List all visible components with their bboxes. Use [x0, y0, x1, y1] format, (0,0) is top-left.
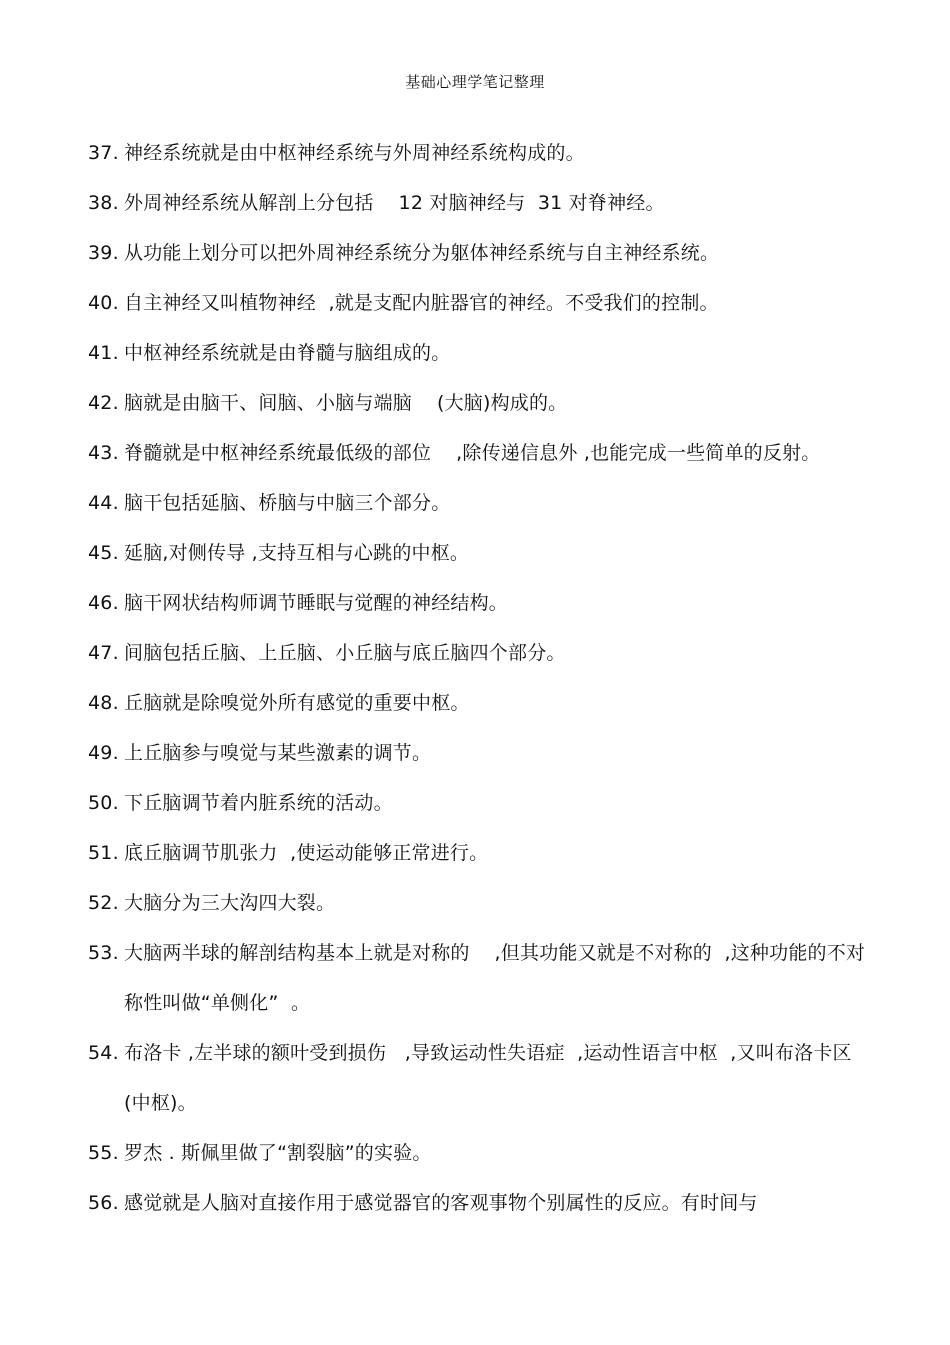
item-text: 布洛卡 ,左半球的额叶受到损伤 ,导致运动性失语症 ,运动性语言中枢 ,又叫布洛卡区 (中枢)。	[124, 1042, 858, 1114]
item-text: 罗杰 . 斯佩里做了“割裂脑”的实验。	[124, 1142, 432, 1164]
item-number: 37.	[88, 142, 119, 164]
list-item	[88, 628, 868, 678]
item-text: 脑就是由脑干、间脑、小脑与端脑 (大脑)构成的。	[124, 392, 568, 414]
item-text: 自主神经又叫植物神经 ,就是支配内脏器官的神经。不受我们的控制。	[124, 292, 719, 314]
list-item	[88, 428, 868, 478]
item-number: 44.	[88, 492, 119, 514]
item-text: 脑干网状结构师调节睡眠与觉醒的神经结构。	[124, 592, 509, 614]
item-text: 外周神经系统从解剖上分包括 12 对脑神经与 31 对脊神经。	[124, 192, 665, 214]
item-text: 大脑分为三大沟四大裂。	[124, 892, 336, 914]
list-item	[88, 478, 868, 528]
item-number: 48.	[88, 692, 119, 714]
list-item	[88, 878, 868, 928]
list-item	[88, 928, 868, 1028]
item-number: 43.	[88, 442, 119, 464]
item-number: 56.	[88, 1192, 119, 1214]
item-text: 中枢神经系统就是由脊髓与脑组成的。	[124, 342, 451, 364]
item-text: 间脑包括丘脑、上丘脑、小丘脑与底丘脑四个部分。	[124, 642, 566, 664]
item-number: 42.	[88, 392, 119, 414]
item-number: 38.	[88, 192, 119, 214]
item-number: 46.	[88, 592, 119, 614]
list-item	[88, 528, 868, 578]
item-text: 感觉就是人脑对直接作用于感觉器官的客观事物个别属性的反应。有时间与	[124, 1192, 758, 1214]
list-item	[88, 128, 868, 178]
item-number: 45.	[88, 542, 119, 564]
list-item	[88, 178, 868, 228]
item-text: 底丘脑调节肌张力 ,使运动能够正常进行。	[124, 842, 489, 864]
item-text: 丘脑就是除嗅觉外所有感觉的重要中枢。	[124, 692, 470, 714]
item-text: 脊髓就是中枢神经系统最低级的部位 ,除传递信息外 ,也能完成一些简单的反射。	[124, 442, 821, 464]
item-text: 延脑,对侧传导 ,支持互相与心跳的中枢。	[124, 542, 470, 564]
list-item	[88, 1128, 868, 1178]
list-item	[88, 328, 868, 378]
list-item	[88, 828, 868, 878]
item-text: 脑干包括延脑、桥脑与中脑三个部分。	[124, 492, 451, 514]
item-number: 53.	[88, 942, 119, 964]
item-number: 54.	[88, 1042, 119, 1064]
list-item	[88, 278, 868, 328]
notes-list	[88, 128, 868, 1228]
list-item	[88, 228, 868, 278]
item-number: 51.	[88, 842, 119, 864]
list-item	[88, 1178, 868, 1228]
list-item	[88, 728, 868, 778]
item-number: 55.	[88, 1142, 119, 1164]
item-text: 大脑两半球的解剖结构基本上就是对称的 ,但其功能又就是不对称的 ,这种功能的不对称性叫做“单侧化” 。	[124, 942, 866, 1014]
item-text: 神经系统就是由中枢神经系统与外周神经系统构成的。	[124, 142, 585, 164]
item-text: 从功能上划分可以把外周神经系统分为躯体神经系统与自主神经系统。	[124, 242, 720, 264]
item-number: 39.	[88, 242, 119, 264]
list-item	[88, 778, 868, 828]
item-number: 40.	[88, 292, 119, 314]
item-number: 50.	[88, 792, 119, 814]
list-item	[88, 1028, 868, 1128]
item-number: 49.	[88, 742, 119, 764]
list-item	[88, 378, 868, 428]
item-number: 47.	[88, 642, 119, 664]
list-item	[88, 678, 868, 728]
item-number: 52.	[88, 892, 119, 914]
item-text: 上丘脑参与嗅觉与某些激素的调节。	[124, 742, 432, 764]
page-header-title: 基础心理学笔记整理	[405, 73, 545, 91]
item-number: 41.	[88, 342, 119, 364]
item-text: 下丘脑调节着内脏系统的活动。	[124, 792, 393, 814]
list-item	[88, 578, 868, 628]
